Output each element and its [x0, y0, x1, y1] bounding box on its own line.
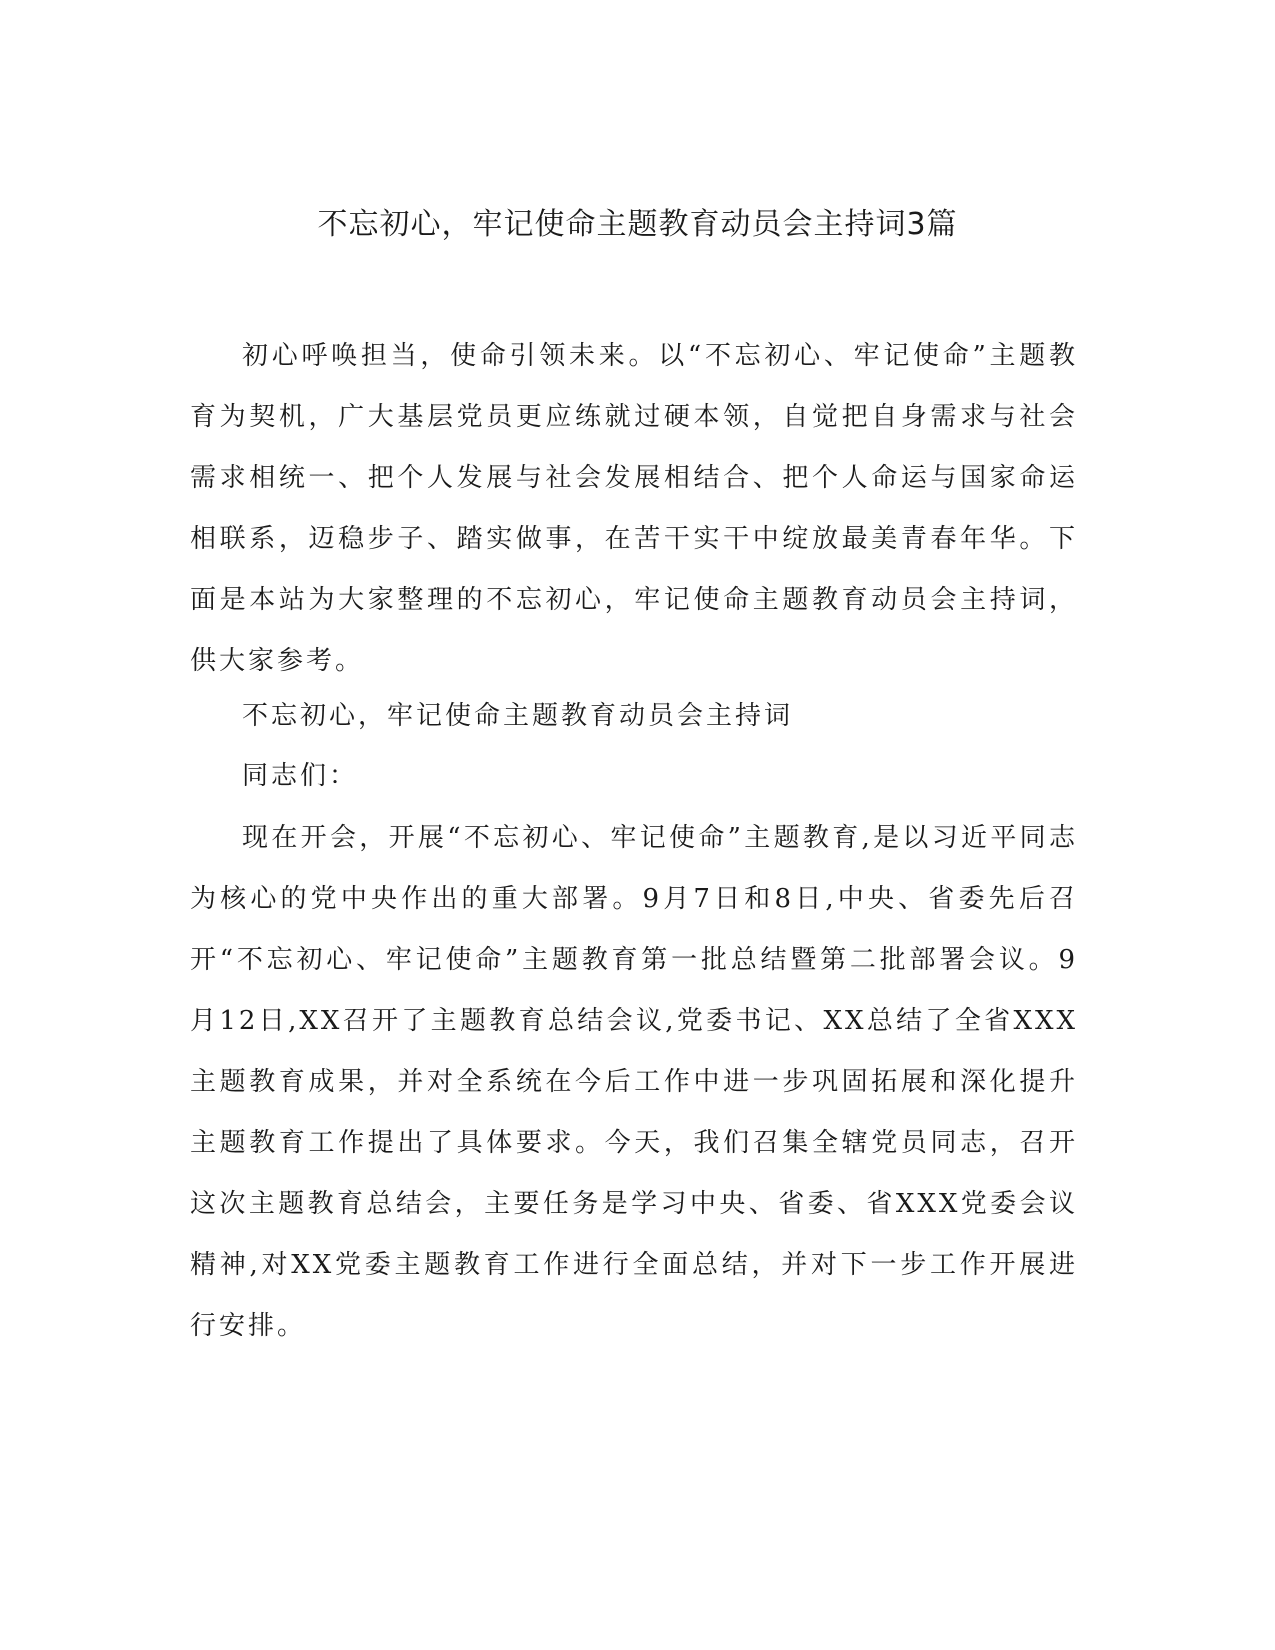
section-subtitle: 不忘初心，牢记使命主题教育动员会主持词 [242, 701, 794, 731]
main-paragraph: 现在开会，开展“不忘初心、牢记使命”主题教育,是以习近平同志为核心的党中央作出的重大部署。9月7日和8日,中央、省委先后召开“不忘初心、牢记使命”主题教育第一批总结暨第二批部署会议。9月12日,XX召开了主题教育总结会议,党委书记、XX总结了全省XXX主题教育成果，并对全系统在今后工作中进一步巩固拓展和深化提升主题教育工作提出了具体要求。今天，我们召集全辖党员同志，召开这次主题教育总结会，主要任务是学习中央、省委、省XXX党委会议精神,对XX党委主题教育工作进行全面总结，并对下一步工作开展进行安排。 [190, 823, 1078, 1341]
document-title: 不忘初心，牢记使命主题教育动员会主持词3篇 [317, 207, 958, 242]
intro-paragraph: 初心呼唤担当，使命引领未来。以“不忘初心、牢记使命”主题教育为契机，广大基层党员更应练就过硬本领，自觉把自身需求与社会需求相统一、把个人发展与社会发展相结合、把个人命运与国家命运相联系，迈稳步子、踏实做事，在苦干实干中绽放最美青春年华。下面是本站为大家整理的不忘初心，牢记使命主题教育动员会主持词，供大家参考。 [190, 341, 1078, 676]
greeting: 同志们： [242, 761, 359, 791]
